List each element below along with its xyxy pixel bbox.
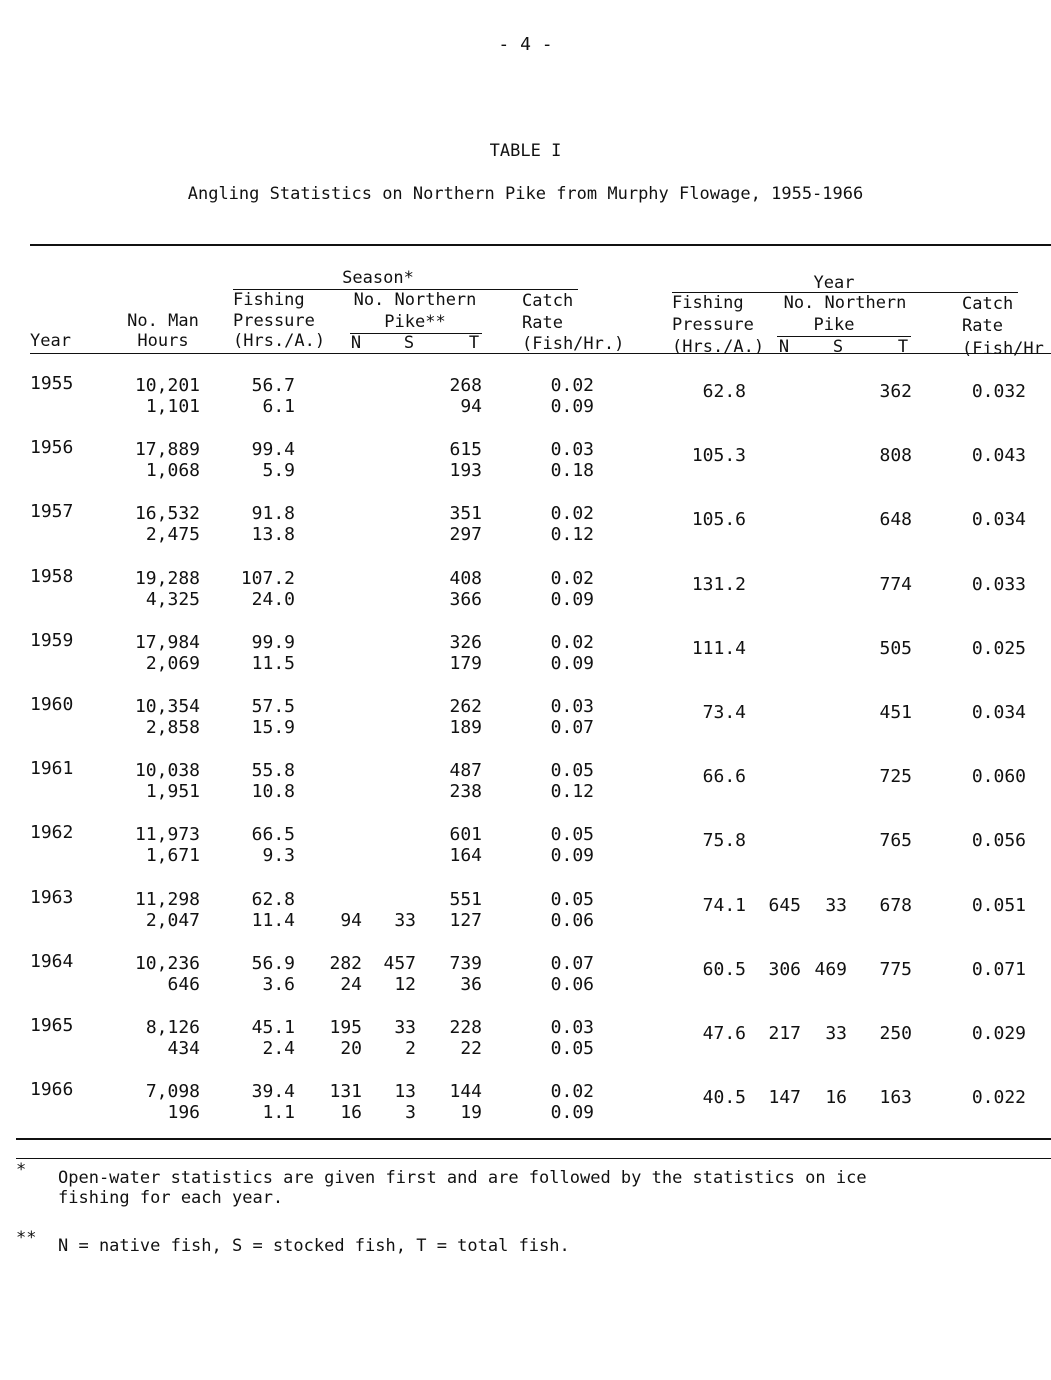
cell-hours-ice: 2,069	[145, 653, 200, 674]
cell-pressure-ice: 11.4	[251, 910, 295, 931]
cell-y-s-total: 33	[825, 1023, 847, 1044]
cell-rate-ice: 0.07	[550, 717, 594, 738]
cell-t-open-water: 408	[449, 568, 482, 589]
cell-rate-ice: 0.12	[550, 524, 594, 545]
cell-y-rate-total: 0.025	[971, 638, 1026, 659]
cell-y-t-total: 505	[879, 638, 912, 659]
col-header-y-pike-2: Pike	[813, 315, 855, 335]
cell-s-ice: 33	[394, 910, 416, 931]
col-header-y-rate-1: Catch	[962, 294, 1014, 314]
cell-t-open-water: 615	[449, 439, 482, 460]
cell-t-open-water: 601	[449, 824, 482, 845]
cell-n-ice: 94	[340, 910, 362, 931]
cell-year: 1958	[30, 566, 74, 587]
col-header-t: T	[468, 333, 480, 353]
cell-y-t-total: 362	[879, 381, 912, 402]
cell-rate-open-water: 0.05	[550, 889, 594, 910]
cell-pressure-ice: 13.8	[251, 524, 295, 545]
cell-n-ice: 20	[340, 1038, 362, 1059]
cell-n-open-water: 282	[329, 953, 362, 974]
cell-n-ice: 16	[340, 1102, 362, 1123]
cell-hours-ice: 1,101	[145, 396, 200, 417]
cell-hours-ice: 2,475	[145, 524, 200, 545]
cell-rate-ice: 0.18	[550, 460, 594, 481]
cell-hours-ice: 2,047	[145, 910, 200, 931]
cell-rate-ice: 0.12	[550, 781, 594, 802]
col-header-pressure-3: (Hrs./A.)	[233, 331, 326, 351]
cell-hours-ice: 196	[167, 1102, 200, 1123]
cell-hours-ice: 1,068	[145, 460, 200, 481]
cell-year: 1964	[30, 951, 74, 972]
cell-y-t-total: 775	[879, 959, 912, 980]
cell-s-open-water: 33	[394, 1017, 416, 1038]
cell-pressure-ice: 2.4	[262, 1038, 295, 1059]
cell-rate-open-water: 0.02	[550, 375, 594, 396]
cell-hours-ice: 1,951	[145, 781, 200, 802]
cell-pressure-ice: 6.1	[262, 396, 295, 417]
cell-hours-open-water: 19,288	[134, 568, 200, 589]
cell-rate-open-water: 0.03	[550, 1017, 594, 1038]
cell-pressure-ice: 9.3	[262, 845, 295, 866]
col-header-rate-3: (Fish/Hr.)	[522, 334, 625, 354]
cell-rate-ice: 0.05	[550, 1038, 594, 1059]
cell-rate-ice: 0.06	[550, 910, 594, 931]
col-header-rate-2: Rate	[522, 313, 563, 333]
cell-hours-open-water: 10,038	[134, 760, 200, 781]
cell-y-pressure-total: 73.4	[702, 702, 746, 723]
cell-y-n-total: 147	[768, 1087, 801, 1108]
col-header-s: S	[403, 333, 415, 353]
cell-pressure-open-water: 66.5	[251, 824, 295, 845]
cell-rate-open-water: 0.03	[550, 696, 594, 717]
cell-y-n-total: 217	[768, 1023, 801, 1044]
cell-t-open-water: 268	[449, 375, 482, 396]
cell-t-ice: 366	[449, 589, 482, 610]
cell-y-t-total: 451	[879, 702, 912, 723]
cell-rate-ice: 0.09	[550, 396, 594, 417]
cell-t-ice: 193	[449, 460, 482, 481]
cell-rate-ice: 0.06	[550, 974, 594, 995]
cell-y-rate-total: 0.022	[971, 1087, 1026, 1108]
table-title: TABLE I	[489, 141, 562, 161]
col-header-rate-1: Catch	[522, 291, 574, 311]
cell-pressure-open-water: 57.5	[251, 696, 295, 717]
cell-year: 1956	[30, 437, 74, 458]
col-header-n: N	[350, 333, 362, 353]
cell-y-s-total: 16	[825, 1087, 847, 1108]
cell-y-t-total: 774	[879, 574, 912, 595]
cell-t-open-water: 551	[449, 889, 482, 910]
col-header-man-hours-2: Hours	[137, 331, 189, 351]
cell-t-open-water: 262	[449, 696, 482, 717]
season-pike-rule	[350, 333, 482, 334]
cell-t-ice: 36	[460, 974, 482, 995]
cell-pressure-ice: 10.8	[251, 781, 295, 802]
cell-pressure-ice: 1.1	[262, 1102, 295, 1123]
cell-t-ice: 297	[449, 524, 482, 545]
footnote-2-line-1: N = native fish, S = stocked fish, T = total fish.	[58, 1236, 570, 1256]
cell-year: 1965	[30, 1015, 74, 1036]
cell-y-pressure-total: 60.5	[702, 959, 746, 980]
cell-y-rate-total: 0.034	[971, 702, 1026, 723]
cell-t-ice: 94	[460, 396, 482, 417]
cell-year: 1960	[30, 694, 74, 715]
cell-pressure-ice: 24.0	[251, 589, 295, 610]
cell-y-pressure-total: 66.6	[702, 766, 746, 787]
season-group-header: Season*	[342, 268, 414, 288]
cell-y-pressure-total: 47.6	[702, 1023, 746, 1044]
cell-t-ice: 22	[460, 1038, 482, 1059]
cell-y-rate-total: 0.032	[971, 381, 1026, 402]
bottom-rule	[16, 1138, 1051, 1140]
cell-y-pressure-total: 105.3	[691, 445, 746, 466]
cell-y-n-total: 645	[768, 895, 801, 916]
col-header-year: Year	[30, 331, 71, 351]
cell-rate-open-water: 0.02	[550, 503, 594, 524]
cell-hours-open-water: 16,532	[134, 503, 200, 524]
cell-rate-open-water: 0.02	[550, 568, 594, 589]
cell-y-pressure-total: 111.4	[691, 638, 746, 659]
cell-y-pressure-total: 74.1	[702, 895, 746, 916]
cell-pressure-ice: 3.6	[262, 974, 295, 995]
cell-pressure-open-water: 99.9	[251, 632, 295, 653]
cell-year: 1961	[30, 758, 74, 779]
cell-y-t-total: 250	[879, 1023, 912, 1044]
cell-rate-ice: 0.09	[550, 653, 594, 674]
cell-s-ice: 12	[394, 974, 416, 995]
footnote-1-mark: *	[16, 1160, 27, 1180]
cell-hours-open-water: 8,126	[145, 1017, 200, 1038]
cell-y-pressure-total: 105.6	[691, 509, 746, 530]
cell-t-open-water: 144	[449, 1081, 482, 1102]
year-group-header: Year	[813, 273, 855, 293]
cell-hours-open-water: 17,889	[134, 439, 200, 460]
cell-pressure-ice: 5.9	[262, 460, 295, 481]
cell-t-ice: 179	[449, 653, 482, 674]
cell-t-open-water: 739	[449, 953, 482, 974]
col-header-pressure-1: Fishing	[233, 290, 305, 310]
cell-t-ice: 127	[449, 910, 482, 931]
col-header-man-hours-1: No. Man	[127, 311, 199, 331]
cell-rate-ice: 0.09	[550, 589, 594, 610]
cell-s-ice: 2	[405, 1038, 416, 1059]
cell-y-n-total: 306	[768, 959, 801, 980]
cell-hours-open-water: 11,298	[134, 889, 200, 910]
cell-hours-ice: 2,858	[145, 717, 200, 738]
header-rule	[30, 353, 1051, 354]
cell-year: 1962	[30, 822, 74, 843]
top-rule	[30, 244, 1051, 246]
cell-pressure-open-water: 62.8	[251, 889, 295, 910]
cell-year: 1955	[30, 373, 74, 394]
cell-y-t-total: 678	[879, 895, 912, 916]
cell-s-ice: 3	[405, 1102, 416, 1123]
cell-y-rate-total: 0.071	[971, 959, 1026, 980]
cell-t-open-water: 228	[449, 1017, 482, 1038]
cell-pressure-open-water: 56.7	[251, 375, 295, 396]
cell-t-open-water: 326	[449, 632, 482, 653]
col-header-y-pressure-2: Pressure	[672, 315, 754, 335]
col-header-y-pressure-3: (Hrs./A.)	[672, 337, 765, 357]
col-header-y-rate-2: Rate	[962, 316, 1003, 336]
cell-pressure-ice: 11.5	[251, 653, 295, 674]
footnote-2-mark: **	[16, 1228, 37, 1248]
cell-y-t-total: 648	[879, 509, 912, 530]
cell-y-s-total: 469	[814, 959, 847, 980]
cell-t-open-water: 487	[449, 760, 482, 781]
cell-hours-open-water: 10,354	[134, 696, 200, 717]
cell-pressure-open-water: 99.4	[251, 439, 295, 460]
cell-t-ice: 238	[449, 781, 482, 802]
cell-s-open-water: 457	[383, 953, 416, 974]
cell-t-ice: 164	[449, 845, 482, 866]
cell-y-s-total: 33	[825, 895, 847, 916]
cell-n-ice: 24	[340, 974, 362, 995]
footnote-rule	[16, 1158, 1051, 1159]
cell-rate-open-water: 0.02	[550, 632, 594, 653]
cell-year: 1959	[30, 630, 74, 651]
cell-y-rate-total: 0.056	[971, 830, 1026, 851]
cell-n-open-water: 195	[329, 1017, 362, 1038]
cell-y-t-total: 765	[879, 830, 912, 851]
cell-y-rate-total: 0.029	[971, 1023, 1026, 1044]
cell-y-rate-total: 0.051	[971, 895, 1026, 916]
cell-pressure-open-water: 107.2	[240, 568, 295, 589]
cell-y-rate-total: 0.034	[971, 509, 1026, 530]
cell-rate-open-water: 0.05	[550, 760, 594, 781]
cell-y-pressure-total: 62.8	[702, 381, 746, 402]
col-header-pike-2: Pike**	[384, 312, 446, 332]
cell-rate-open-water: 0.03	[550, 439, 594, 460]
cell-n-open-water: 131	[329, 1081, 362, 1102]
footnote-1-line-2: fishing for each year.	[58, 1188, 284, 1208]
cell-hours-ice: 434	[167, 1038, 200, 1059]
cell-y-rate-total: 0.033	[971, 574, 1026, 595]
cell-y-rate-total: 0.043	[971, 445, 1026, 466]
table-subtitle: Angling Statistics on Northern Pike from Murphy Flowage, 1955-1966	[187, 184, 864, 204]
col-header-y-pike-1: No. Northern	[783, 293, 907, 313]
cell-y-t-total: 808	[879, 445, 912, 466]
cell-pressure-open-water: 91.8	[251, 503, 295, 524]
cell-hours-open-water: 7,098	[145, 1081, 200, 1102]
cell-y-pressure-total: 131.2	[691, 574, 746, 595]
cell-hours-open-water: 11,973	[134, 824, 200, 845]
cell-rate-ice: 0.09	[550, 1102, 594, 1123]
cell-y-rate-total: 0.060	[971, 766, 1026, 787]
year-pike-rule	[777, 336, 911, 337]
cell-pressure-ice: 15.9	[251, 717, 295, 738]
cell-hours-open-water: 10,236	[134, 953, 200, 974]
cell-pressure-open-water: 55.8	[251, 760, 295, 781]
cell-pressure-open-water: 39.4	[251, 1081, 295, 1102]
cell-rate-open-water: 0.05	[550, 824, 594, 845]
cell-rate-ice: 0.09	[550, 845, 594, 866]
col-header-y-s: S	[832, 337, 844, 357]
cell-y-pressure-total: 40.5	[702, 1087, 746, 1108]
footnote-1-line-1: Open-water statistics are given first and are followed by the statistics on ice	[58, 1168, 867, 1188]
cell-t-open-water: 351	[449, 503, 482, 524]
cell-rate-open-water: 0.07	[550, 953, 594, 974]
col-header-pike-1: No. Northern	[353, 290, 477, 310]
cell-year: 1957	[30, 501, 74, 522]
cell-hours-open-water: 17,984	[134, 632, 200, 653]
cell-hours-ice: 1,671	[145, 845, 200, 866]
col-header-y-pressure-1: Fishing	[672, 293, 744, 313]
cell-t-ice: 189	[449, 717, 482, 738]
cell-y-t-total: 725	[879, 766, 912, 787]
cell-pressure-open-water: 45.1	[251, 1017, 295, 1038]
cell-hours-ice: 4,325	[145, 589, 200, 610]
cell-y-pressure-total: 75.8	[702, 830, 746, 851]
cell-year: 1966	[30, 1079, 74, 1100]
cell-hours-open-water: 10,201	[134, 375, 200, 396]
cell-y-t-total: 163	[879, 1087, 912, 1108]
cell-rate-open-water: 0.02	[550, 1081, 594, 1102]
col-header-y-n: N	[778, 337, 790, 357]
cell-hours-ice: 646	[167, 974, 200, 995]
col-header-y-rate-3: (Fish/Hr	[962, 339, 1044, 359]
cell-pressure-open-water: 56.9	[251, 953, 295, 974]
cell-s-open-water: 13	[394, 1081, 416, 1102]
cell-t-ice: 19	[460, 1102, 482, 1123]
col-header-pressure-2: Pressure	[233, 311, 315, 331]
cell-year: 1963	[30, 887, 74, 908]
col-header-y-t: T	[897, 337, 909, 357]
page-number: - 4 -	[498, 34, 553, 55]
